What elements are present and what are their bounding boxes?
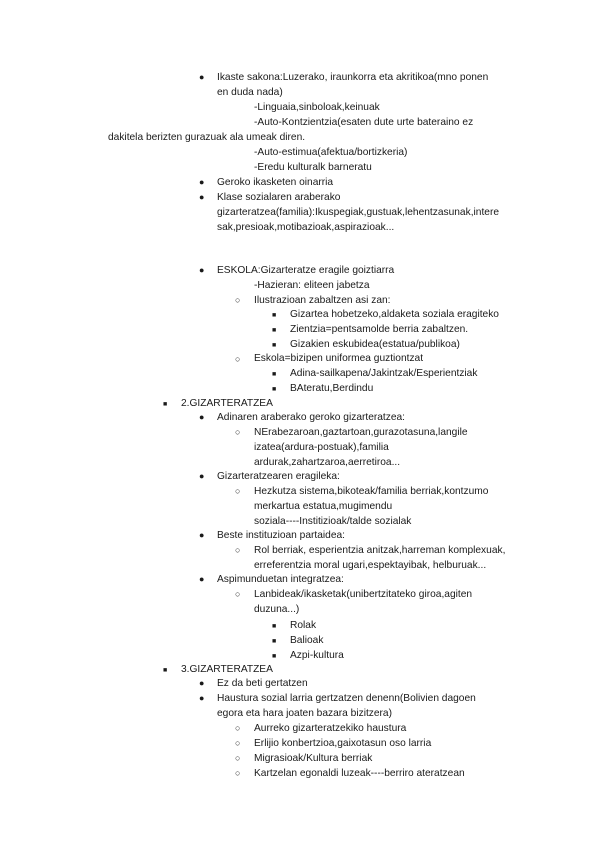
text-line: Adinaren araberako geroko gizarteratzea: xyxy=(217,412,406,423)
text-line: Gizakien eskubidea(estatua/publikoa) xyxy=(290,339,460,350)
text-line: Rol berriak, esperientzia anitzak,harreman komplexuak, xyxy=(254,545,506,556)
text-line: Lanbideak/ikasketak(unibertzitateko giroa,agiten xyxy=(254,589,473,600)
text-line: NErabezaroan,gaztartoan,gurazotasuna,langile xyxy=(254,427,468,438)
text-line: Ez da beti gertatzen xyxy=(217,678,308,689)
text-line: Ilustrazioan zabaltzen asi zan: xyxy=(254,295,391,306)
bullet-dot: ● xyxy=(199,574,205,584)
bullet-dot: ● xyxy=(199,693,205,703)
text-line: Kartzelan egonaldi luzeak----berriro ateratzean xyxy=(254,768,465,779)
bullet-circle: ○ xyxy=(235,427,241,437)
text-line: Gizartea hobetzeko,aldaketa soziala eragiteko xyxy=(290,309,499,320)
text-line: Adina-sailkapena/Jakintzak/Esperientziak xyxy=(290,368,478,379)
bullet-circle: ○ xyxy=(235,354,241,364)
text-line: duzuna...) xyxy=(254,604,300,615)
text-line: Azpi-kultura xyxy=(290,650,344,661)
bullet-circle: ○ xyxy=(235,295,241,305)
bullet-dot: ● xyxy=(199,471,205,481)
text-line: merkartua estatua,mugimendu xyxy=(254,501,393,512)
text-line: en duda nada) xyxy=(217,87,283,98)
bullet-dot: ● xyxy=(199,412,205,422)
bullet-circle: ○ xyxy=(235,738,241,748)
bullet-dot: ● xyxy=(199,177,205,187)
text-line: egora eta hara joaten bazara bizitzera) xyxy=(217,708,392,719)
bullet-circle: ○ xyxy=(235,753,241,763)
text-line: soziala----Institizioak/talde sozialak xyxy=(254,516,412,527)
bullet-circle: ○ xyxy=(235,589,241,599)
bullet-dot: ● xyxy=(199,678,205,688)
text-line: Gizarteratzearen eragileka: xyxy=(217,471,340,482)
text-line: Aspimunduetan integratzea: xyxy=(217,574,344,585)
text-line: -Hazieran: eliteen jabetza xyxy=(254,280,370,291)
bullet-square: ■ xyxy=(272,342,277,349)
text-line: -Auto-Kontzientzia(esaten dute urte bateraino ez xyxy=(254,117,474,128)
bullet-square: ■ xyxy=(272,312,277,319)
text-line: Hezkutza sistema,bikoteak/familia berriak,kontzumo xyxy=(254,486,489,497)
text-line: ardurak,zahartzaroa,aerretiroa... xyxy=(254,457,401,468)
text-line: Aurreko gizarteratzekiko haustura xyxy=(254,723,407,734)
text-line: Ikaste sakona:Luzerako, iraunkorra eta akritikoa(mno ponen xyxy=(217,72,489,83)
text-line: Eskola=bizipen uniformea guztiontzat xyxy=(254,353,424,364)
bullet-square: ■ xyxy=(272,653,277,660)
bullet-dot: ● xyxy=(199,530,205,540)
text-line: sak,presioak,motibazioak,aspirazioak... xyxy=(217,222,395,233)
text-line: -Eredu kulturalk barneratu xyxy=(254,162,372,173)
text-line: gizarteratzea(familia):Ikuspegiak,gustuak,lehentzasunak,intere xyxy=(217,207,500,218)
bullet-square: ■ xyxy=(272,623,277,630)
bullet-square: ■ xyxy=(272,638,277,645)
text-line: Haustura sozial larria gertzatzen denenn(Bolivien dagoen xyxy=(217,693,476,704)
section-heading: 2.GIZARTERATZEA xyxy=(181,398,273,409)
text-line: dakitela berizten gurazuak ala umeak diren. xyxy=(108,132,306,143)
bullet-circle: ○ xyxy=(235,768,241,778)
bullet-circle: ○ xyxy=(235,545,241,555)
bullet-square: ■ xyxy=(272,386,277,393)
bullet-square: ■ xyxy=(163,667,168,674)
bullet-circle: ○ xyxy=(235,723,241,733)
text-line: Beste instituzioan partaidea: xyxy=(217,530,345,541)
text-line: Zientzia=pentsamolde berria zabaltzen. xyxy=(290,324,469,335)
text-line: Erlijio konbertzioa,gaixotasun oso larria xyxy=(254,738,432,749)
bullet-square: ■ xyxy=(163,401,168,408)
text-line: -Auto-estimua(afektua/bortizkeria) xyxy=(254,147,408,158)
text-line: izatea(ardura-postuak),familia xyxy=(254,442,389,453)
text-line: Klase sozialaren araberako xyxy=(217,192,341,203)
bullet-square: ■ xyxy=(272,327,277,334)
bullet-circle: ○ xyxy=(235,486,241,496)
section-heading: 3.GIZARTERATZEA xyxy=(181,664,273,675)
bullet-square: ■ xyxy=(272,371,277,378)
text-line: -Linguaia,sinboloak,keinuak xyxy=(254,102,380,113)
text-line: ESKOLA:Gizarteratze eragile goiztiarra xyxy=(217,265,395,276)
bullet-dot: ● xyxy=(199,265,205,275)
text-line: erreferentzia moral ugari,espektayibak, helburuak... xyxy=(254,560,487,571)
bullet-dot: ● xyxy=(199,72,205,82)
text-line: BAteratu,Berdindu xyxy=(290,383,374,394)
text-line: Migrasioak/Kultura berriak xyxy=(254,753,373,764)
bullet-dot: ● xyxy=(199,192,205,202)
text-line: Balioak xyxy=(290,635,324,646)
text-line: Geroko ikasketen oinarria xyxy=(217,177,334,188)
text-line: Rolak xyxy=(290,620,317,631)
